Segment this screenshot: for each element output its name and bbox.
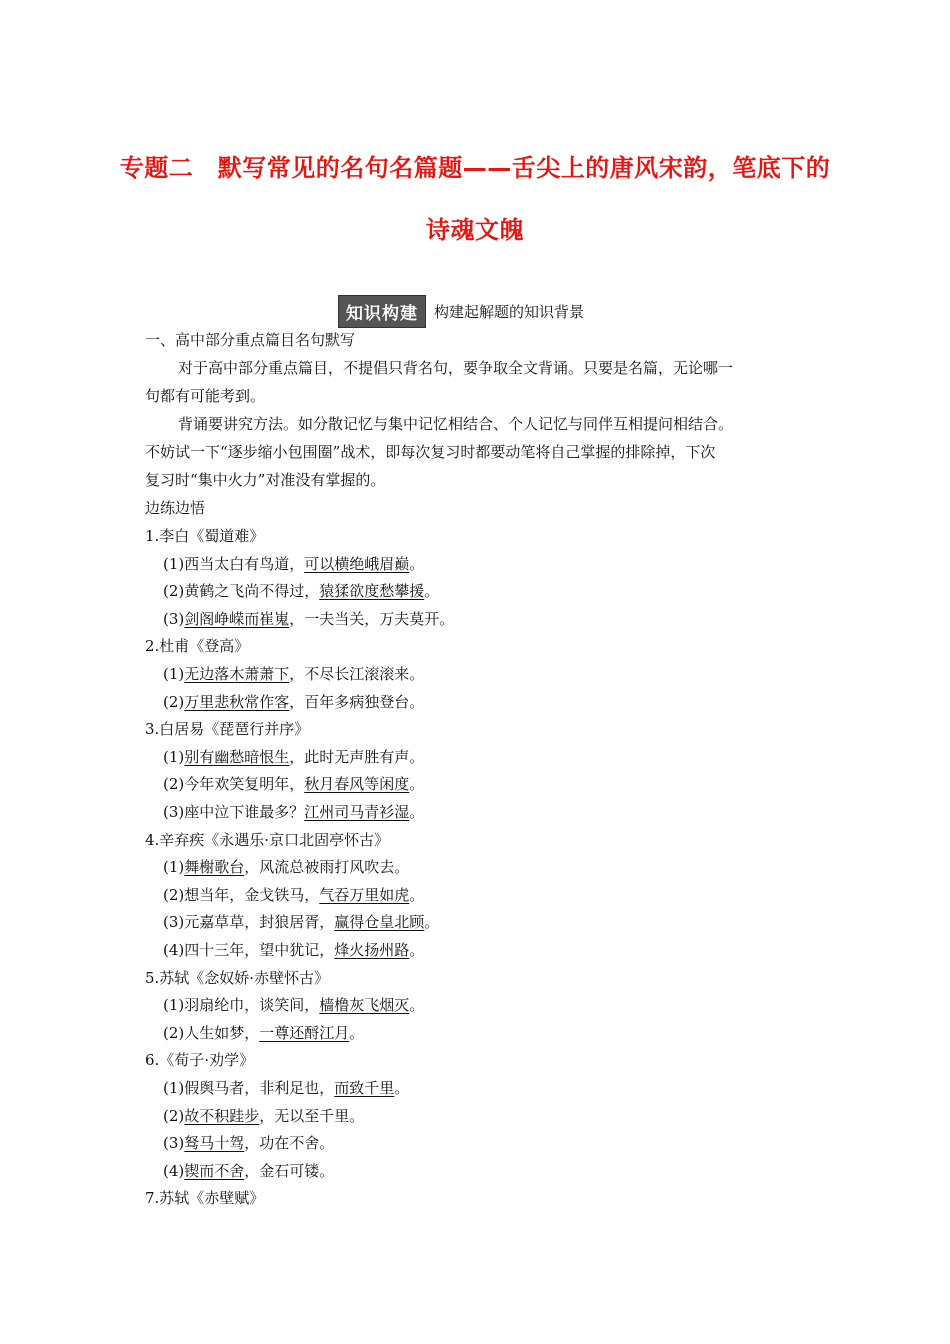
item-heading: 2.杜甫《登高》 (145, 637, 250, 655)
item-line (163, 609, 454, 629)
item-line-answer: 樯橹灰飞烟灭 (319, 996, 410, 1014)
item-line-answer: 万里悲秋常作客 (184, 693, 290, 711)
item-line-text: 。 (409, 941, 425, 959)
item-line (163, 912, 439, 932)
item-line-text: ，一夫当关，万夫莫开。 (289, 610, 455, 628)
page-title-line1: 专题二 默写常见的名句名篇题——舌尖上的唐风宋韵，笔底下的 (119, 154, 831, 182)
item-line-text: 座中泣下谁最多？ (184, 803, 305, 821)
item-heading: 6.《荀子·劝学》 (145, 1051, 255, 1069)
item-line-number: (2) (163, 775, 185, 793)
item-line (163, 995, 424, 1015)
item-line-answer: 舞榭歌台 (184, 858, 245, 876)
practice-label: 边练边悟 (145, 499, 206, 517)
item-line (163, 1161, 334, 1181)
item-line-text: 。 (409, 996, 425, 1014)
item-heading: 4.辛弃疾《永遇乐·京口北固亭怀古》 (145, 831, 390, 849)
item-line (163, 692, 424, 712)
item-line-number: (1) (163, 665, 185, 683)
item-line-text: ，金石可镂。 (244, 1162, 335, 1180)
item-line-answer: 气吞万里如虎 (319, 886, 410, 904)
item-line-answer: 烽火扬州路 (334, 941, 410, 959)
item-line-answer: 可以横绝峨眉巅 (304, 555, 410, 573)
item-line-number: (4) (163, 1162, 185, 1180)
item-line (163, 774, 424, 794)
item-line-number: (3) (163, 1134, 185, 1152)
item-heading: 5.苏轼《念奴娇·赤壁怀古》 (145, 969, 330, 987)
section-heading: 一、高中部分重点篇目名句默写 (145, 331, 356, 349)
item-line-answer: 故不积跬步 (184, 1107, 260, 1125)
item-line-number: (2) (163, 693, 185, 711)
item-line-text: 。 (409, 775, 425, 793)
item-line-text: 人生如梦， (184, 1024, 260, 1042)
item-line-text: ，风流总被雨打风吹去。 (244, 858, 410, 876)
section-badge-subtitle: 构建起解题的知识背景 (434, 302, 585, 321)
item-line (163, 885, 424, 905)
item-line-text: 元嘉草草，封狼居胥， (184, 913, 335, 931)
item-line-text: 黄鹤之飞尚不得过， (184, 582, 320, 600)
item-heading: 3.白居易《琵琶行并序》 (145, 720, 310, 738)
item-line-number: (2) (163, 1024, 185, 1042)
item-line (163, 857, 409, 877)
item-line (163, 1023, 364, 1043)
item-line-text: 今年欢笑复明年， (184, 775, 305, 793)
item-line (163, 802, 424, 822)
item-line-text: 西当太白有鸟道， (184, 555, 305, 573)
item-line-text: ，此时无声胜有声。 (289, 748, 425, 766)
item-line-answer: 锲而不舍 (184, 1162, 245, 1180)
item-line-answer: 一尊还酹江月 (259, 1024, 350, 1042)
paragraph-line: 不妨试一下“逐步缩小包围圈”战术，即每次复习时都要动笔将自己掌握的排除掉，下次 (145, 443, 716, 461)
item-line-answer: 无边落木萧萧下 (184, 665, 290, 683)
item-line-text: 。 (409, 886, 425, 904)
item-line (163, 581, 439, 601)
item-line-text: ，不尽长江滚滚来。 (289, 665, 425, 683)
item-line-number: (3) (163, 610, 185, 628)
item-line-number: (1) (163, 748, 185, 766)
section-badge: 知识构建 (338, 295, 426, 328)
item-line-number: (2) (163, 1107, 185, 1125)
item-line-text: 。 (409, 803, 425, 821)
item-line-answer: 江州司马青衫湿 (304, 803, 410, 821)
item-line (163, 554, 424, 574)
page-title-line2: 诗魂文魄 (426, 216, 524, 244)
paragraph-line: 背诵要讲究方法。如分散记忆与集中记忆相结合、个人记忆与同伴互相提问相结合。 (178, 415, 734, 433)
item-line-answer: 秋月春风等闲度 (304, 775, 410, 793)
item-line-text: 。 (409, 555, 425, 573)
item-heading: 7.苏轼《赤壁赋》 (145, 1189, 265, 1207)
paragraph-line: 句都有可能考到。 (145, 387, 266, 405)
item-line-number: (1) (163, 858, 185, 876)
item-line-text: ，功在不舍。 (244, 1134, 335, 1152)
item-line-text: 。 (424, 913, 440, 931)
item-line-number: (2) (163, 886, 185, 904)
item-line-answer: 别有幽愁暗恨生 (184, 748, 290, 766)
item-line (163, 664, 424, 684)
item-line (163, 1106, 364, 1126)
item-line-number: (1) (163, 555, 185, 573)
item-line-text: ，无以至千里。 (259, 1107, 365, 1125)
item-line-text: 想当年，金戈铁马， (184, 886, 320, 904)
item-line-number: (2) (163, 582, 185, 600)
item-heading: 1.李白《蜀道难》 (145, 527, 265, 545)
item-line-text: 。 (424, 582, 440, 600)
item-line-text: 假舆马者，非利足也， (184, 1079, 335, 1097)
item-line (163, 1078, 409, 1098)
item-line-answer: 而致千里 (334, 1079, 395, 1097)
item-line-number: (3) (163, 913, 185, 931)
paragraph-line: 对于高中部分重点篇目，不提倡只背名句，要争取全文背诵。只要是名篇，无论哪一 (178, 359, 734, 377)
item-line (163, 1133, 334, 1153)
item-line-answer: 驽马十驾 (184, 1134, 245, 1152)
item-line-answer: 赢得仓皇北顾 (334, 913, 425, 931)
section-banner (338, 296, 584, 326)
item-line-number: (1) (163, 1079, 185, 1097)
item-line-text: 羽扇纶巾，谈笑间， (184, 996, 320, 1014)
item-line-number: (3) (163, 803, 185, 821)
item-line (163, 940, 424, 960)
item-line-text: 四十三年，望中犹记， (184, 941, 335, 959)
item-line-text: 。 (394, 1079, 410, 1097)
item-line-answer: 猿猱欲度愁攀援 (319, 582, 425, 600)
item-line-number: (1) (163, 996, 185, 1014)
paragraph-line: 复习时“集中火力”对准没有掌握的。 (145, 471, 386, 489)
item-line (163, 747, 424, 767)
item-line-text: 。 (349, 1024, 365, 1042)
item-line-number: (4) (163, 941, 185, 959)
item-line-answer: 剑阁峥嵘而崔嵬 (184, 610, 290, 628)
item-line-text: ，百年多病独登台。 (289, 693, 425, 711)
